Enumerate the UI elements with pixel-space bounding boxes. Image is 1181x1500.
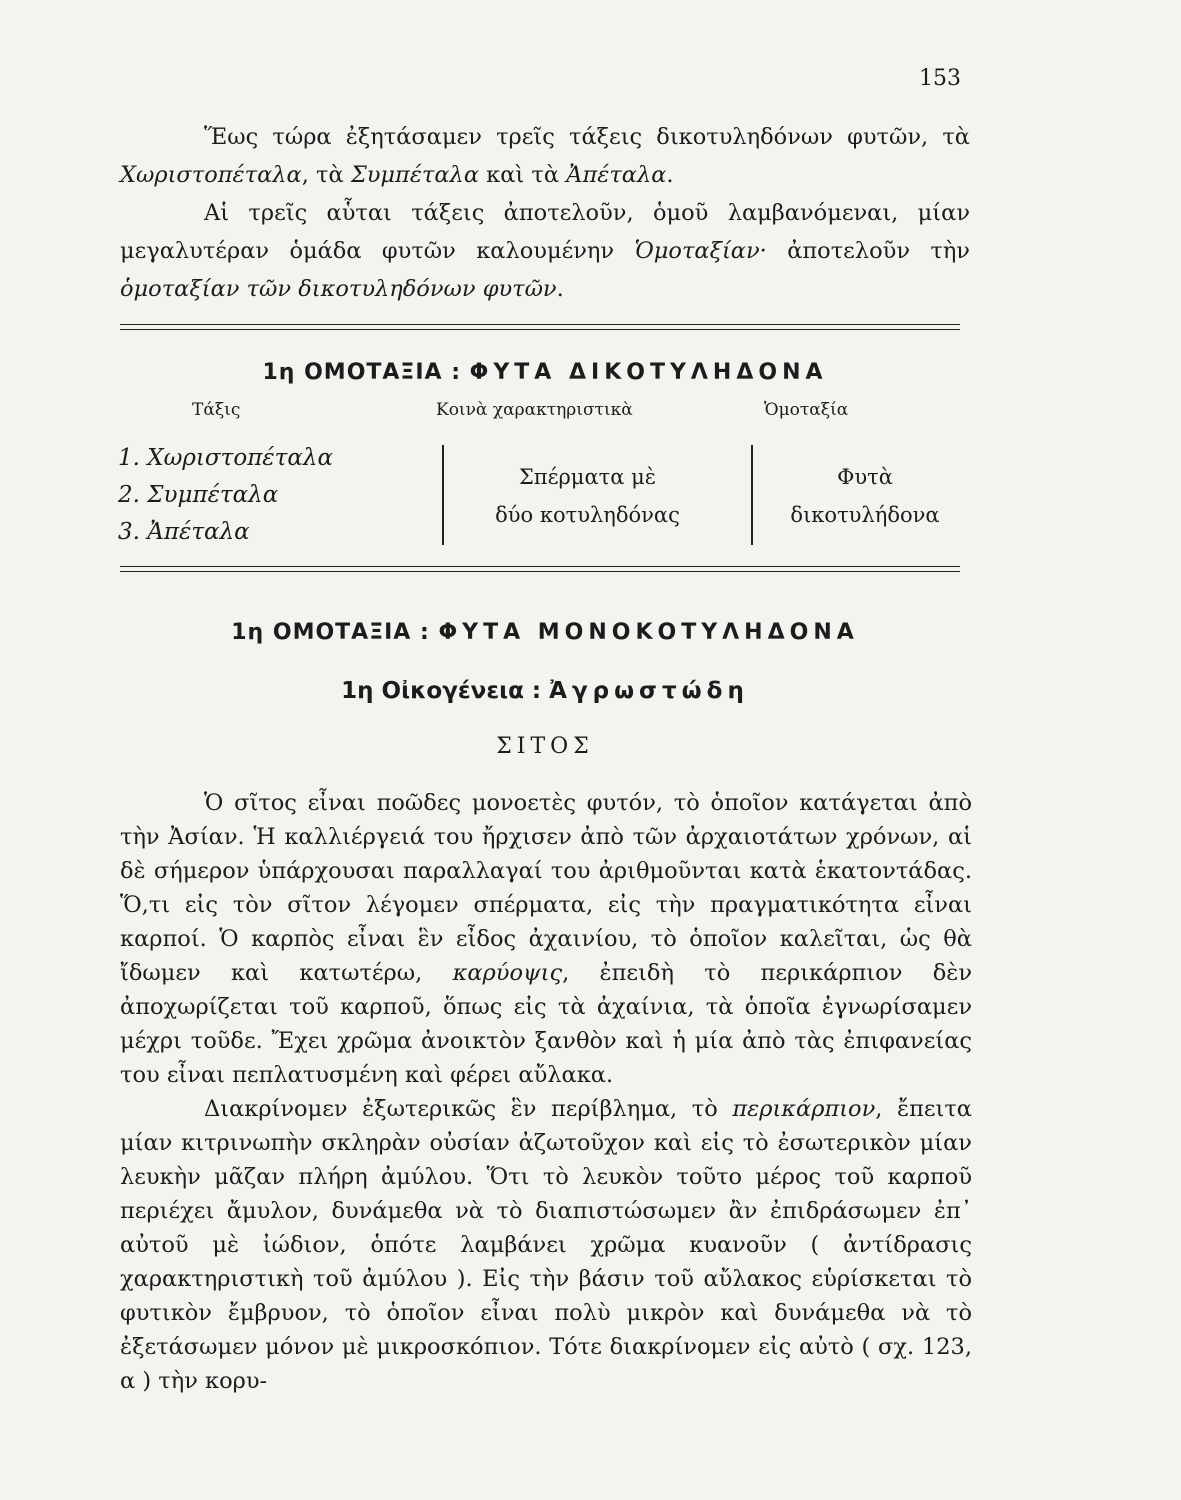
section-title: ΣΙΤΟΣ [496,734,594,759]
column-header-traits: Κοινὰ χαρακτηριστικὰ [436,400,633,420]
common-traits: Σπέρματα μὲ δύο κοτυληδόνας [495,465,680,527]
class-item: 2. Συμπέταλα [118,482,279,508]
divider-bottom-2 [120,571,960,572]
intro-paragraph-1: Ἕως τώρα ἐξητάσαμεν τρεῖς τάξεις δικοτυληδόνων φυτῶν, τὰ Χωριστοπέταλα, τὰ Συμπέταλα καὶ τὰ Ἀπέταλα. [120,124,970,188]
intro-text [120,118,970,308]
right-brace [737,445,753,545]
divider-top-1 [120,324,960,325]
body-paragraph-1: Ὁ σῖτος εἶναι ποῶδες μονοετὲς φυτόν, τὸ ὁποῖον κατάγεται ἀπὸ τὴν Ἀσίαν. Ἡ καλλιέργειά του ἤρχισεν ἀπὸ τῶν ἀρχαιοτάτων χρόνων, αἱ δὲ σήμερον ὑπάρχουσαι παραλλαγαί του ἀριθμοῦνται κατὰ ἑκατοντάδας. Ὅ,τι εἰς τὸν σῖτον λέγομεν σπέρματα, εἰς τὴν πραγματικότητα εἶναι καρποί. Ὁ καρπὸς εἶναι ἓν εἶδος ἀχαινίου, τὸ ὁποῖον καλεῖται, ὡς θὰ ἴδωμεν καὶ κατωτέρω, καρύοψις, ἐπειδὴ τὸ περικάρπιον δὲν ἀποχωρίζεται τοῦ καρποῦ, ὅπως εἰς τὰ ἀχαίνια, τὰ ὁποῖα ἐγνωρίσαμεν μέχρι τοῦδε. Ἔχει χρῶμα ἀνοικτὸν ξανθὸν καὶ ἡ μία ἀπὸ τὰς ἐπιφανείας του εἶναι πεπλατυσμένη καὶ φέρει αὔλακα. [120,790,972,1088]
monocot-heading: 1η ΟΜΟΤΑΞΙΑ : ΦΥΤΑ ΜΟΝΟΚΟΤΥΛΗΔΟΝΑ [231,620,859,645]
left-brace [442,445,458,545]
superorder-value: Φυτὰ δικοτυλήδονα [790,465,940,527]
class-item: 1. Χωριστοπέταλα [118,445,334,471]
class-list [118,440,333,551]
intro-paragraph-2: Αἱ τρεῖς αὗται τάξεις ἀποτελοῦν, ὁμοῦ λαμβανόμεναι, μίαν μεγαλυτέραν ὁμάδα φυτῶν καλουμένην Ὁμοταξίαν· ἀποτελοῦν τὴν ὁμοταξίαν τῶν δικοτυληδόνων φυτῶν. [120,200,970,302]
column-header-superorder: Ὁμοταξία [764,400,849,420]
dicot-table-heading: 1η ΟΜΟΤΑΞΙΑ : ΦΥΤΑ ΔΙΚΟΤΥΛΗΔΟΝΑ [262,360,828,385]
family-heading: 1η Οἰκογένεια : Ἀγρωστώδη [341,678,749,704]
page-number: 153 [919,66,961,91]
divider-top-2 [120,329,960,330]
column-header-class: Τάξις [192,400,241,420]
body-paragraph-2: Διακρίνομεν ἐξωτερικῶς ἓν περίβλημα, τὸ περικάρπιον, ἔπειτα μίαν κιτρινωπὴν σκληρὰν οὐσίαν ἀζωτοῦχον καὶ εἰς τὸ ἐσωτερικὸν μίαν λευκὴν μᾶζαν πλήρη ἀμύλου. Ὅτι τὸ λευκὸν τοῦτο μέρος τοῦ καρποῦ περιέχει ἄμυλον, δυνάμεθα νὰ τὸ διαπιστώσωμεν ἂν ἐπιδράσωμεν ἐπ᾽ αὐτοῦ μὲ ἰώδιον, ὁπότε λαμβάνει χρῶμα κυανοῦν ( ἀντίδρασις χαρακτηριστικὴ τοῦ ἀμύλου ). Εἰς τὴν βάσιν τοῦ αὔλακος εὑρίσκεται τὸ φυτικὸν ἔμβρυον, τὸ ὁποῖον εἶναι πολὺ μικρὸν καὶ δυνάμεθα νὰ τὸ ἐξετάσωμεν μόνον μὲ μικροσκόπιον. Τότε διακρίνομεν εἰς αὐτὸ ( σχ. 123, α ) τὴν κορυ- [120,1096,972,1394]
class-item: 3. Ἀπέταλα [118,519,250,545]
divider-bottom-1 [120,566,960,567]
body-text [120,786,972,1398]
